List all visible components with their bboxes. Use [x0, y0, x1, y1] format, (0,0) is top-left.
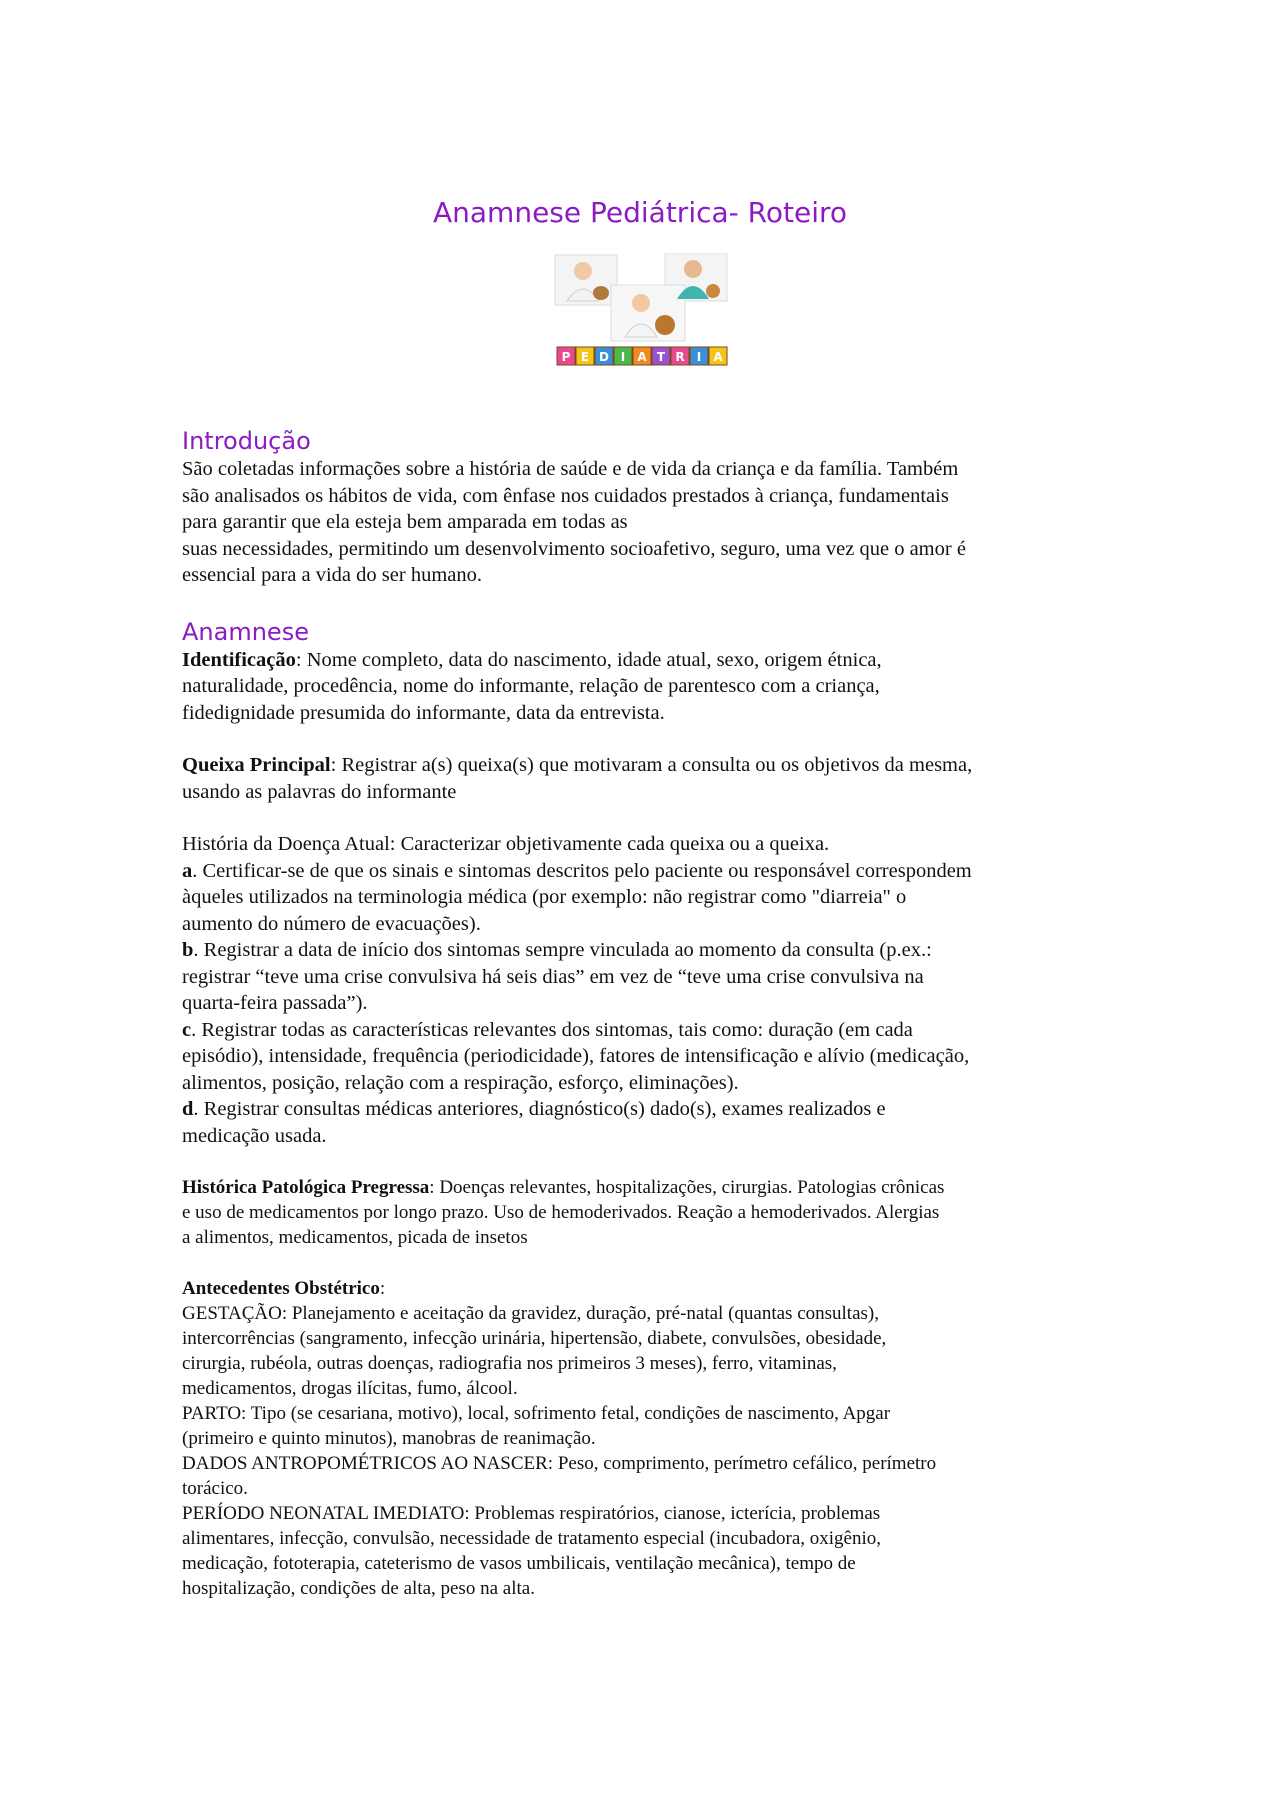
hpp-line-2: e uso de medicamentos por longo prazo. Uso de hemoderivados. Reação a hemoderivados. Alergias	[182, 1202, 940, 1223]
hda-item-d-line-2: medicação usada.	[182, 1124, 327, 1147]
hda-item-a-line-3: aumento do número de evacuações).	[182, 912, 481, 935]
hda-item-c-line-2: episódio), intensidade, frequência (periodicidade), fatores de intensificação e alívio (medicação,	[182, 1045, 970, 1067]
obstetrico-line: GESTAÇÃO: Planejamento e aceitação da gravidez, duração, pré-natal (quantas consultas),	[182, 1303, 879, 1324]
obstetrico-line: medicamentos, drogas ilícitas, fumo, álcool.	[182, 1378, 518, 1399]
hda-item-c-line-3: alimentos, posição, relação com a respiração, esforço, eliminações).	[182, 1071, 739, 1094]
logo-block-letter: E	[580, 350, 590, 364]
queixa-label: Queixa Principal	[182, 754, 331, 776]
queixa-line-1: Queixa Principal: Registrar a(s) queixa(s) que motivaram a consulta ou os objetivos da mesma,	[182, 754, 973, 776]
hpp-line-3: a alimentos, medicamentos, picada de insetos	[182, 1227, 528, 1248]
obstetrico-line: PERÍODO NEONATAL IMEDIATO: Problemas respiratórios, cianose, icterícia, problemas	[182, 1503, 881, 1524]
hda-item-a-line-2: àqueles utilizados na terminologia médica (por exemplo: não registrar como "diarreia" o	[182, 886, 907, 908]
logo-block-letter: A	[637, 350, 647, 364]
obstetrico-line: PARTO: Tipo (se cesariana, motivo), local, sofrimento fetal, condições de nascimento, Apgar	[182, 1403, 891, 1424]
identificacao-label: Identificação	[182, 648, 296, 671]
logo-block-letter: I	[620, 350, 626, 364]
hda-item-d-line-1: d. Registrar consultas médicas anteriores, diagnóstico(s) dado(s), exames realizados e	[182, 1098, 886, 1120]
obstetrico-line: alimentares, infecção, convulsão, necessidade de tratamento especial (incubadora, oxigênio,	[182, 1528, 882, 1549]
hda-item-b-line-2: registrar “teve uma crise convulsiva há seis dias” em vez de “teve uma crise convulsiva na	[182, 965, 924, 988]
document-body	[182, 426, 1102, 1601]
obstetrico-line: hospitalização, condições de alta, peso na alta.	[182, 1578, 535, 1599]
hda-item-b-line-1: b. Registrar a data de início dos sintomas sempre vinculada ao momento da consulta (p.ex.:	[182, 939, 932, 961]
logo-block-letter: P	[561, 350, 571, 364]
obstetrico-line: cirurgia, rubéola, outras doenças, radiografia nos primeiros 3 meses), ferro, vitaminas,	[182, 1353, 837, 1374]
section-heading-anamnese: Anamnese	[182, 617, 309, 646]
hda-item-a-line-1: a. Certificar-se de que os sinais e sintomas descritos pelo paciente ou responsável correspondem	[182, 859, 972, 882]
logo-block-letter: I	[696, 350, 702, 364]
identificacao-line-2: naturalidade, procedência, nome do informante, relação de parentesco com a criança,	[182, 675, 880, 697]
hpp-label: Histórica Patológica Pregressa	[182, 1177, 430, 1198]
obstetrico-line: torácico.	[182, 1478, 248, 1499]
intro-line-5: essencial para a vida do ser humano.	[182, 564, 482, 586]
identificacao-line-3: fidedignidade presumida do informante, data da entrevista.	[182, 701, 665, 724]
hda-item-c-line-1: c. Registrar todas as características relevantes dos sintomas, tais como: duração (em cada	[182, 1018, 913, 1041]
logo-block-letter: T	[656, 350, 666, 364]
intro-line-1: São coletadas informações sobre a história de saúde e de vida da criança e da família. Também	[182, 458, 959, 480]
pediatria-logo-icon	[553, 253, 739, 369]
hda-intro: História da Doença Atual: Caracterizar objetivamente cada queixa ou a queixa.	[182, 833, 830, 855]
intro-line-4: suas necessidades, permitindo um desenvolvimento socioafetivo, seguro, uma vez que o amor é	[182, 537, 966, 560]
obstetrico-line: intercorrências (sangramento, infecção urinária, hipertensão, diabete, convulsões, obesidade,	[182, 1328, 887, 1349]
queixa-line-2: usando as palavras do informante	[182, 780, 457, 803]
intro-line-2: são analisados os hábitos de vida, com ênfase nos cuidados prestados à criança, fundamentais	[182, 484, 949, 507]
logo-block-letter: A	[713, 350, 723, 364]
obstetrico-heading: Antecedentes Obstétrico:	[182, 1278, 386, 1299]
identificacao-line-1: Identificação: Nome completo, data do nascimento, idade atual, sexo, origem étnica,	[182, 648, 882, 671]
hda-item-b-line-3: quarta-feira passada”).	[182, 992, 368, 1014]
hpp-line-1: Histórica Patológica Pregressa: Doenças relevantes, hospitalizações, cirurgias. Patologias crônicas	[182, 1177, 945, 1198]
obstetrico-line: (primeiro e quinto minutos), manobras de reanimação.	[182, 1428, 596, 1449]
obstetrico-line: DADOS ANTROPOMÉTRICOS AO NASCER: Peso, comprimento, perímetro cefálico, perímetro	[182, 1453, 937, 1474]
logo-block-letter: R	[675, 350, 685, 364]
intro-line-3: para garantir que ela esteja bem amparada em todas as	[182, 511, 628, 533]
page-title: Anamnese Pediátrica- Roteiro	[432, 196, 847, 229]
logo-block-letter: D	[599, 350, 609, 364]
obstetrico-line: medicação, fototerapia, cateterismo de vasos umbilicais, ventilação mecânica), tempo de	[182, 1553, 856, 1574]
obstetrico-label: Antecedentes Obstétrico	[182, 1278, 380, 1299]
section-heading-introducao: Introdução	[182, 427, 311, 455]
